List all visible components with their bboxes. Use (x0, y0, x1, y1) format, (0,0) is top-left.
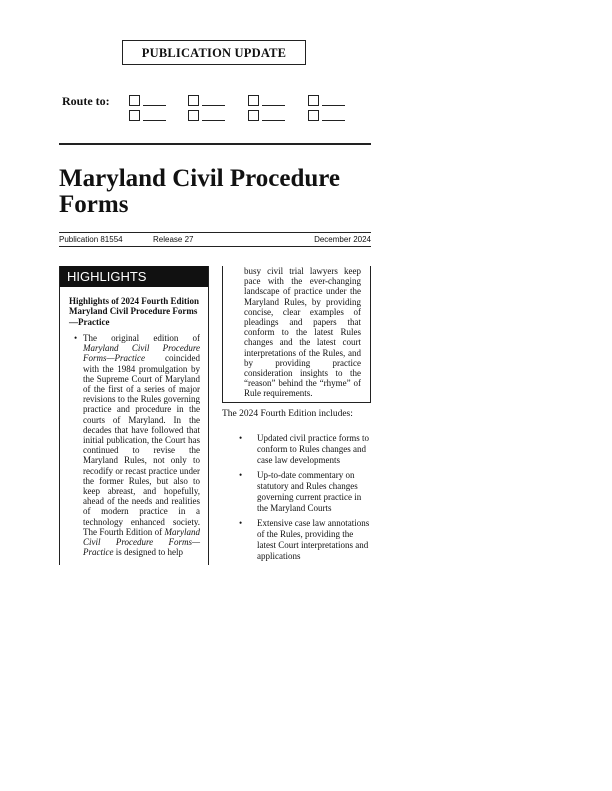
title-divider (59, 143, 371, 145)
route-slot[interactable] (308, 110, 348, 122)
route-line[interactable] (143, 120, 166, 121)
publication-update-box (122, 40, 306, 65)
route-slot[interactable] (248, 95, 288, 107)
route-line[interactable] (143, 105, 166, 106)
checkbox[interactable] (308, 110, 319, 121)
route-slot[interactable] (129, 95, 169, 107)
route-slot[interactable] (308, 95, 348, 107)
publication-update-label: PUBLICATION UPDATE (141, 46, 287, 60)
route-line[interactable] (202, 105, 225, 106)
checkbox[interactable] (188, 110, 199, 121)
checkbox[interactable] (129, 110, 140, 121)
highlights-continued-box (222, 266, 371, 403)
checkbox[interactable] (248, 95, 259, 106)
release-number: Release 27 (153, 235, 194, 244)
route-slot[interactable] (248, 110, 288, 122)
page-title: Maryland Civil Procedure Forms (59, 165, 340, 218)
includes-intro: The 2024 Fourth Edition includes: (222, 409, 353, 419)
checkbox[interactable] (248, 110, 259, 121)
includes-list (234, 433, 371, 566)
route-line[interactable] (322, 120, 345, 121)
route-line[interactable] (202, 120, 225, 121)
highlights-title-ref-1: Maryland Civil Procedure Forms—Practice (83, 343, 200, 364)
list-item: • Extensive case law annotations of the Rules, providing the latest Court interpretations and applications (234, 518, 371, 562)
route-line[interactable] (322, 105, 345, 106)
publication-meta-bar (59, 232, 371, 247)
publication-number: Publication 81554 (59, 235, 123, 244)
checkbox[interactable] (308, 95, 319, 106)
highlights-continued-text: busy civil trial lawyers keep pace with the ever-changing landscape of practice under the Maryland Rules, by providing concise, clear examples of pleadings and papers that conform to the latest Rules changes and the latest court interpretations of the Rules, and by providing practice consideration insights to the “reason” behind the “rhyme” of Rule requirements. (244, 266, 361, 399)
route-slot[interactable] (188, 110, 228, 122)
highlights-heading: HIGHLIGHTS (60, 266, 208, 287)
checkbox[interactable] (129, 95, 140, 106)
route-line[interactable] (262, 120, 285, 121)
route-to-label: Route to: (62, 94, 110, 108)
highlights-text-1: The original edition of (83, 332, 200, 343)
route-slot[interactable] (188, 95, 228, 107)
highlights-body (83, 333, 200, 557)
list-item: • Up-to-date commentary on statutory and Rules changes governing current practice in the Maryland Courts (234, 470, 371, 514)
highlights-title-ref-2: Maryland Civil Procedure Forms—Practice (83, 526, 200, 558)
highlights-box (59, 266, 209, 565)
route-line[interactable] (262, 105, 285, 106)
route-slot[interactable] (129, 110, 169, 122)
checkbox[interactable] (188, 95, 199, 106)
release-date: December 2024 (314, 235, 371, 244)
highlights-text-3: is designed to help (113, 547, 183, 558)
list-item: • Updated civil practice forms to conform to Rules changes and case law developments (234, 433, 371, 466)
highlights-text-2: coincided with the 1984 promulgation by the Supreme Court of Maryland of the first of a series of major revisions to the Rules governing practice and procedure in the courts of Maryland. In the decades that have followed that initial publication, the Court has continued to revise the Maryland Rules, not only to recodify or recast practice under the former Rules, but also to keep abreast, and hopefully, ahead of the needs and realities of modern practice in a technology enhanced society. The Fourth Edition of (83, 353, 200, 537)
highlights-subheading: Highlights of 2024 Fourth Edition Maryland Civil Procedure Forms—Practice (69, 296, 200, 327)
